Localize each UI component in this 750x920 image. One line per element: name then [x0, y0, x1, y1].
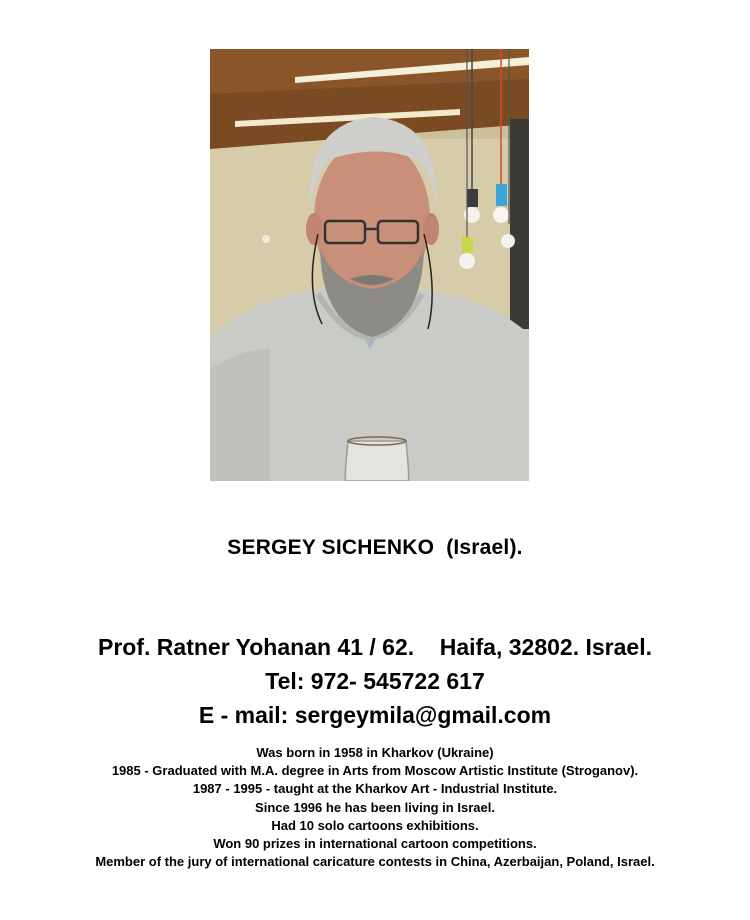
- bio-line: 1985 - Graduated with M.A. degree in Arts from Moscow Artistic Institute (Stroganov).: [111, 763, 639, 779]
- bio-line: Since 1996 he has been living in Israel.: [255, 799, 495, 815]
- phone-line: Tel: 972- 545722 617: [265, 668, 485, 694]
- bio-line: 1987 - 1995 - taught at the Kharkov Art - Industrial Institute.: [192, 781, 558, 797]
- bio-line: Had 10 solo cartoons exhibitions.: [271, 817, 479, 833]
- person-name: SERGEY SICHENKO (Israel).: [227, 536, 523, 559]
- bio-line: Was born in 1958 in Kharkov (Ukraine): [256, 745, 494, 760]
- bio-line: Won 90 prizes in international cartoon competitions.: [213, 836, 537, 852]
- bio-line: Member of the jury of international caricature contests in China, Azerbaijan, Poland, Israel.: [95, 854, 655, 870]
- email-line: E - mail: sergeymila@gmail.com: [198, 702, 552, 728]
- portrait-photo: [210, 49, 529, 481]
- biography: [0, 744, 750, 871]
- address-line: Prof. Ratner Yohanan 41 / 62. Haifa, 32802. Israel.: [98, 634, 652, 660]
